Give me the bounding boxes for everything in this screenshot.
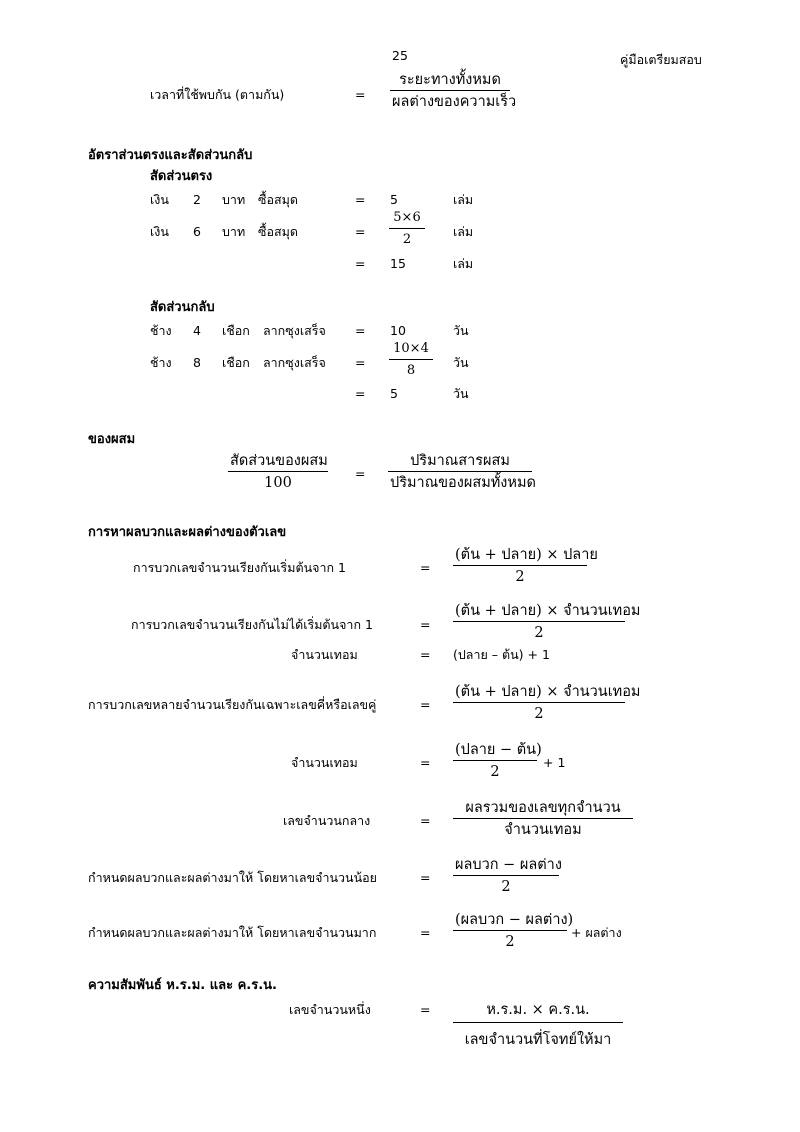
inverse-row1-result-unit: วัน <box>453 323 469 338</box>
direct-row1-amount: 2 <box>193 192 201 207</box>
fraction-denominator: 8 <box>389 359 433 380</box>
formula2-label: การบวกเลขจำนวนเรียงกันไม่ได้เริ่มต้นจาก 1 <box>131 617 373 632</box>
equals-sign: = <box>420 870 431 885</box>
direct-row2-result-unit: เล่ม <box>453 224 474 239</box>
fraction-denominator: จำนวนเทอม <box>453 818 633 839</box>
direct-row2-action: ซื้อสมุด <box>258 224 298 239</box>
inverse-row2-result-unit: วัน <box>453 355 469 370</box>
fraction-numerator: 10×4 <box>393 341 429 356</box>
page-number: 25 <box>392 48 408 63</box>
equals-sign: = <box>355 355 366 370</box>
fraction-denominator: ปริมาณของผสมทั้งหมด <box>388 471 532 492</box>
formula1-fraction <box>453 545 598 586</box>
formula1-label: การบวกเลขจำนวนเรียงกันเริ่มต้นจาก 1 <box>133 560 347 575</box>
fraction-numerator: 5×6 <box>393 210 421 225</box>
formula4-label: การบวกเลขหลายจำนวนเรียงกันเฉพาะเลขคี่หรือเลขคู่ <box>88 697 377 712</box>
sums-heading: การหาผลบวกและผลต่างของตัวเลข <box>88 525 287 540</box>
fraction-numerator: ระยะทางทั้งหมด <box>399 72 501 88</box>
direct-row3-result: 15 <box>390 256 406 271</box>
formula8-fraction <box>453 910 574 951</box>
equals-sign: = <box>420 813 431 828</box>
inverse-row3-result-unit: วัน <box>453 386 469 401</box>
fraction-numerator: (ผลบวก − ผลต่าง) <box>455 912 574 928</box>
fraction-numerator: (ต้น + ปลาย) × จำนวนเทอม <box>455 603 641 619</box>
fraction-denominator: ผลต่างของความเร็ว <box>390 90 510 111</box>
hcf-lcm-label: เลขจำนวนหนึ่ง <box>289 1002 371 1017</box>
meeting-time-label: เวลาที่ใช้พบกัน (ตามกัน) <box>150 87 285 102</box>
inverse-row2-fraction <box>389 339 433 380</box>
formula5-label: จำนวนเทอม <box>291 755 358 770</box>
direct-row3-result-unit: เล่ม <box>453 256 474 271</box>
direct-row1-action: ซื้อสมุด <box>258 192 298 207</box>
inverse-row1-amount: 4 <box>193 323 201 338</box>
fraction-numerator: ปริมาณสารผสม <box>410 453 510 469</box>
inverse-row1-action: ลากซุงเสร็จ <box>263 323 326 338</box>
direct-row2-amount: 6 <box>193 224 201 239</box>
inverse-proportion-heading: สัดส่วนกลับ <box>150 300 215 315</box>
formula6-label: เลขจำนวนกลาง <box>283 813 371 828</box>
inverse-row3-result: 5 <box>390 386 398 401</box>
fraction-numerator: สัดส่วนของผสม <box>230 453 328 469</box>
inverse-row2-unit: เชือก <box>222 355 250 370</box>
inverse-row1-unit: เชือก <box>222 323 250 338</box>
inverse-row1-result: 10 <box>390 323 406 338</box>
formula7-fraction <box>453 855 562 896</box>
fraction-numerator: ห.ร.ม. × ค.ร.น. <box>486 1002 590 1018</box>
formula2-fraction <box>453 601 641 642</box>
equals-sign: = <box>420 617 431 632</box>
hcf-lcm-fraction <box>453 1000 623 1049</box>
fraction-numerator: (ปลาย − ต้น) <box>455 742 542 758</box>
fraction-denominator: 2 <box>453 760 537 781</box>
formula3-value: (ปลาย – ต้น) + 1 <box>453 647 550 662</box>
direct-row1-result: 5 <box>390 192 398 207</box>
fraction-denominator: 2 <box>453 565 587 586</box>
inverse-row2-word: ช้าง <box>150 355 172 370</box>
equals-sign: = <box>355 87 366 102</box>
inverse-row2-action: ลากซุงเสร็จ <box>263 355 326 370</box>
meeting-time-fraction <box>390 70 517 111</box>
book-title: คู่มือเตรียมสอบ <box>620 52 702 67</box>
fraction-denominator: 100 <box>228 471 328 492</box>
equals-sign: = <box>420 755 431 770</box>
equals-sign: = <box>420 647 431 662</box>
fraction-numerator: ผลบวก − ผลต่าง <box>455 857 562 873</box>
fraction-denominator: 2 <box>389 228 425 249</box>
fraction-denominator: 2 <box>453 930 567 951</box>
equals-sign: = <box>355 224 366 239</box>
direct-row1-unit: บาท <box>222 192 246 207</box>
direct-row1-result-unit: เล่ม <box>453 192 474 207</box>
equals-sign: = <box>355 386 366 401</box>
equals-sign: = <box>420 560 431 575</box>
equals-sign: = <box>420 1002 431 1017</box>
formula4-fraction <box>453 682 641 723</box>
equals-sign: = <box>355 466 366 481</box>
equals-sign: = <box>355 192 366 207</box>
hcf-lcm-heading: ความสัมพันธ์ ห.ร.ม. และ ค.ร.น. <box>88 978 277 993</box>
mixture-heading: ของผสม <box>88 432 136 447</box>
direct-proportion-heading: สัดส่วนตรง <box>150 169 213 184</box>
formula7-label: กำหนดผลบวกและผลต่างมาให้ โดยหาเลขจำนวนน้อย <box>88 870 377 885</box>
formula3-label: จำนวนเทอม <box>291 647 358 662</box>
direct-row2-word: เงิน <box>150 224 169 239</box>
direct-row2-fraction <box>389 208 425 249</box>
fraction-denominator: 2 <box>453 875 559 896</box>
inverse-row2-amount: 8 <box>193 355 201 370</box>
formula6-fraction <box>453 798 633 839</box>
equals-sign: = <box>420 925 431 940</box>
fraction-numerator: ผลรวมของเลขทุกจำนวน <box>465 800 621 816</box>
equals-sign: = <box>355 323 366 338</box>
formula5-fraction <box>453 740 542 781</box>
fraction-denominator: 2 <box>453 621 625 642</box>
direct-row1-word: เงิน <box>150 192 169 207</box>
inverse-row1-word: ช้าง <box>150 323 172 338</box>
direct-row2-unit: บาท <box>222 224 246 239</box>
formula8-label: กำหนดผลบวกและผลต่างมาให้ โดยหาเลขจำนวนมาก <box>88 925 377 940</box>
ratio-heading: อัตราส่วนตรงและสัดส่วนกลับ <box>88 148 253 163</box>
mixture-right-fraction <box>388 451 536 492</box>
fraction-numerator: (ต้น + ปลาย) × จำนวนเทอม <box>455 684 641 700</box>
fraction-denominator: เลขจำนวนที่โจทย์ให้มา <box>453 1022 623 1049</box>
fraction-denominator: 2 <box>453 702 625 723</box>
equals-sign: = <box>420 697 431 712</box>
formula8-suffix: + ผลต่าง <box>571 925 622 940</box>
formula5-suffix: + 1 <box>543 755 566 770</box>
fraction-numerator: (ต้น + ปลาย) × ปลาย <box>455 547 598 563</box>
equals-sign: = <box>355 256 366 271</box>
mixture-left-fraction <box>228 451 328 492</box>
